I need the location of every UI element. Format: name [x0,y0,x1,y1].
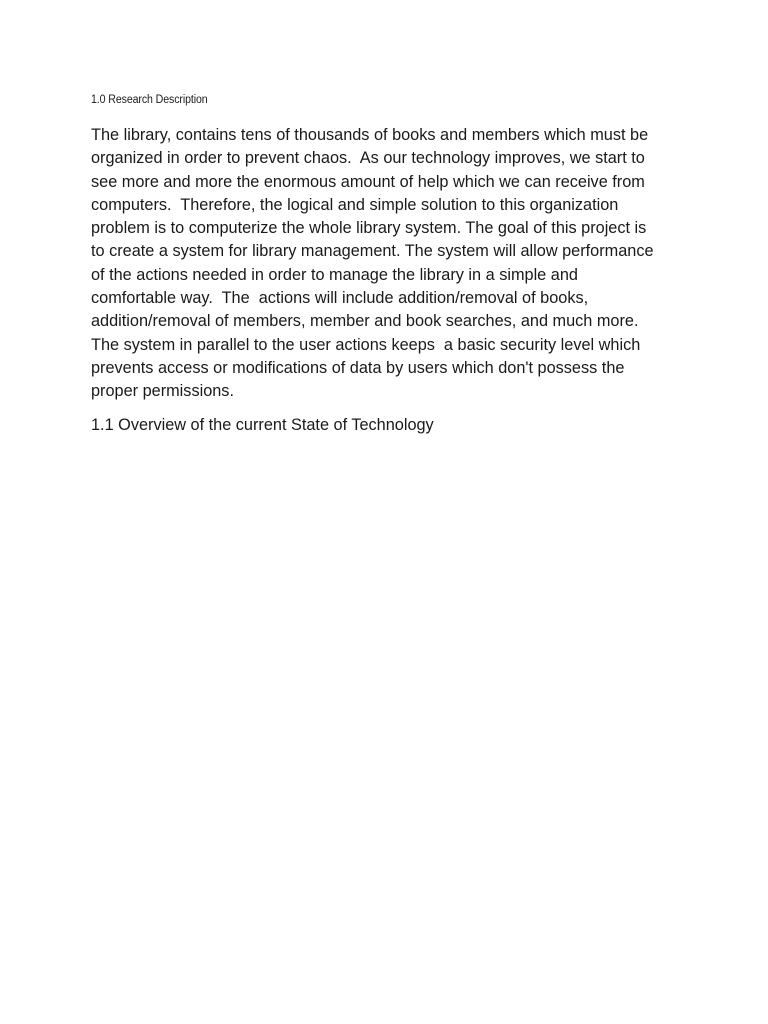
paragraph-line: of the actions needed in order to manage the library in a simple and [91,265,578,284]
paragraph-line: proper permissions. [91,382,234,401]
paragraph-line: prevents access or modifications of data by users which don't possess the [91,358,625,377]
paragraph-line: to create a system for library management. The system will allow performance [91,242,654,261]
section-heading-overview: 1.1 Overview of the current State of Technology [91,416,434,434]
paragraph-line: organized in order to prevent chaos. As our technology improves, we start to [91,149,645,168]
body-paragraph [91,124,691,404]
paragraph-line: addition/removal of members, member and book searches, and much more. [91,312,639,331]
paragraph-line: problem is to computerize the whole library system. The goal of this project is [91,219,647,238]
paragraph-line: The system in parallel to the user actions keeps a basic security level which [91,335,641,354]
section-heading-research-description: 1.0 Research Description [91,94,208,106]
paragraph-line: The library, contains tens of thousands of books and members which must be [91,126,649,144]
paragraph-line: computers. Therefore, the logical and simple solution to this organization [91,195,619,214]
paragraph-line: comfortable way. The actions will include addition/removal of books, [91,289,589,308]
paragraph-line: see more and more the enormous amount of help which we can receive from [91,172,645,191]
